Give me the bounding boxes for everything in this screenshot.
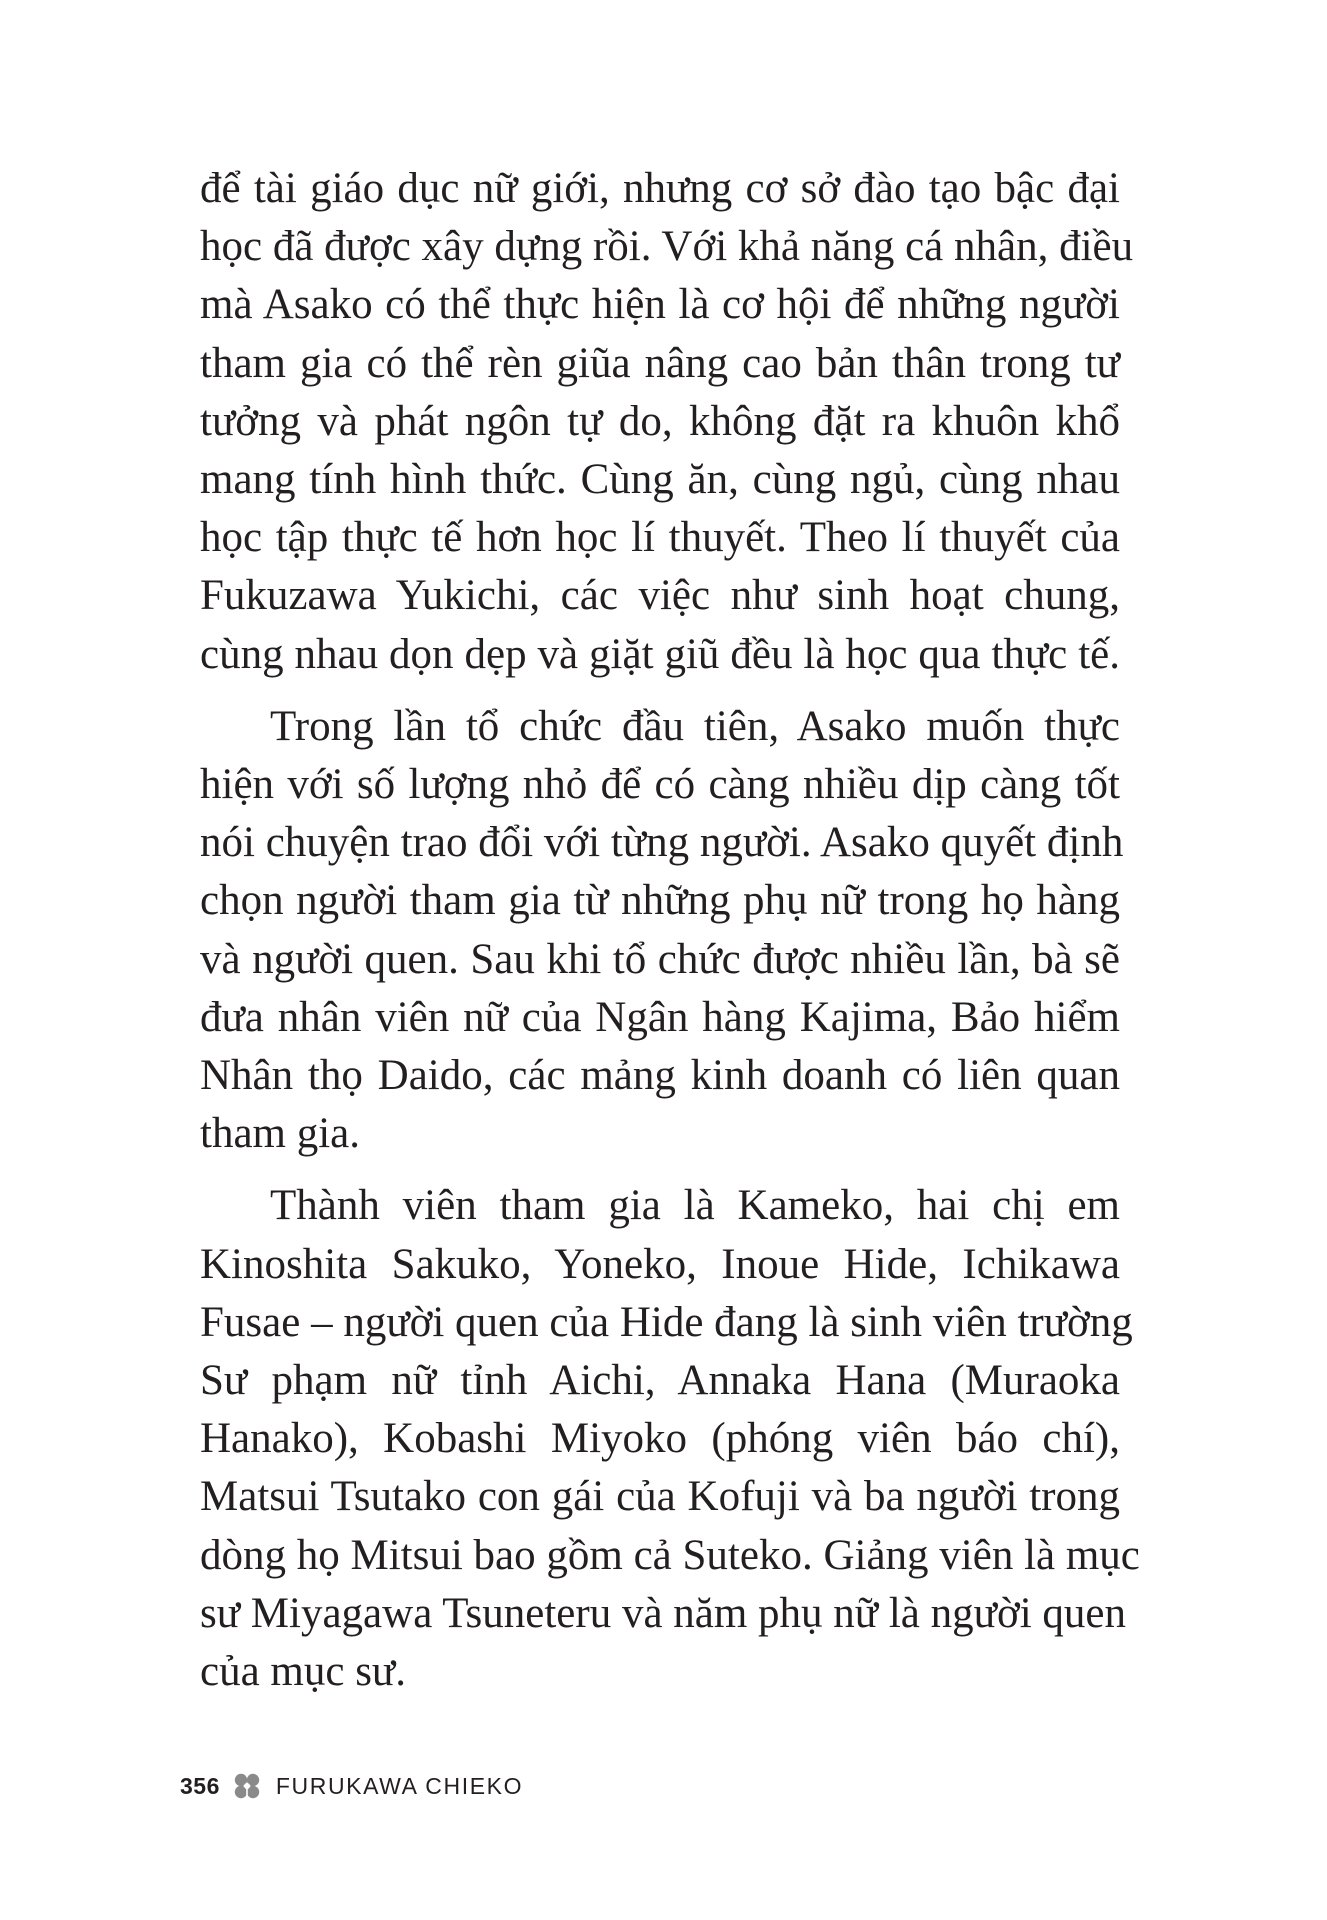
text-line: nói chuyện trao đổi với từng người. Asako quyết định xyxy=(200,819,1124,867)
text-line: của mục sư. xyxy=(200,1648,406,1696)
text-line: hiện với số lượng nhỏ để có càng nhiều dịp càng tốt xyxy=(200,761,1120,809)
text-line: Nhân thọ Daido, các mảng kinh doanh có liên quan xyxy=(200,1052,1120,1100)
paragraph-2 xyxy=(200,698,1124,1164)
text-line: mà Asako có thể thực hiện là cơ hội để những người xyxy=(200,281,1120,329)
text-line: Kinoshita Sakuko, Yoneko, Inoue Hide, Ichikawa xyxy=(200,1240,1120,1288)
body-text xyxy=(200,160,1140,1701)
text-line: dòng họ Mitsui bao gồm cả Suteko. Giảng viên là mục xyxy=(200,1531,1140,1579)
text-line: tham gia. xyxy=(200,1110,361,1158)
text-line: đưa nhân viên nữ của Ngân hàng Kajima, Bảo hiểm xyxy=(200,993,1120,1041)
text-line: để tài giáo dục nữ giới, nhưng cơ sở đào tạo bậc đại xyxy=(200,165,1120,212)
text-line: chọn người tham gia từ những phụ nữ trong họ hàng xyxy=(200,877,1120,925)
text-line: và người quen. Sau khi tổ chức được nhiều lần, bà sẽ xyxy=(200,935,1120,983)
page-number: 356 xyxy=(180,1772,220,1799)
text-line: Fukuzawa Yukichi, các việc như sinh hoạt chung, xyxy=(200,572,1120,620)
text-line: Sư phạm nữ tỉnh Aichi, Annaka Hana (Muraoka xyxy=(200,1357,1120,1405)
clover-icon xyxy=(230,1769,264,1803)
text-line: học tập thực tế hơn học lí thuyết. Theo lí thuyết của xyxy=(200,514,1120,562)
text-line: học đã được xây dựng rồi. Với khả năng cá nhân, điều xyxy=(200,223,1134,271)
running-head: FURUKAWA CHIEKO xyxy=(275,1772,524,1799)
text-line: Trong lần tổ chức đầu tiên, Asako muốn thực xyxy=(270,702,1120,750)
page-footer xyxy=(180,1768,523,1804)
text-line: sư Miyagawa Tsuneteru và năm phụ nữ là người quen xyxy=(200,1589,1126,1637)
text-line: Hanako), Kobashi Miyoko (phóng viên báo chí), xyxy=(200,1415,1120,1463)
paragraph-1 xyxy=(200,160,1134,684)
paragraph-3 xyxy=(200,1177,1140,1701)
text-line: Matsui Tsutako con gái của Kofuji và ba người trong xyxy=(200,1473,1120,1521)
text-line: cùng nhau dọn dẹp và giặt giũ đều là học qua thực tế. xyxy=(200,630,1120,678)
text-line: Thành viên tham gia là Kameko, hai chị em xyxy=(270,1182,1120,1230)
text-line: mang tính hình thức. Cùng ăn, cùng ngủ, cùng nhau xyxy=(200,456,1120,504)
text-line: Fusae – người quen của Hide đang là sinh viên trường xyxy=(200,1298,1133,1346)
text-line: tham gia có thể rèn giũa nâng cao bản thân trong tư xyxy=(200,339,1120,387)
text-line: tưởng và phát ngôn tự do, không đặt ra khuôn khổ xyxy=(200,397,1120,445)
